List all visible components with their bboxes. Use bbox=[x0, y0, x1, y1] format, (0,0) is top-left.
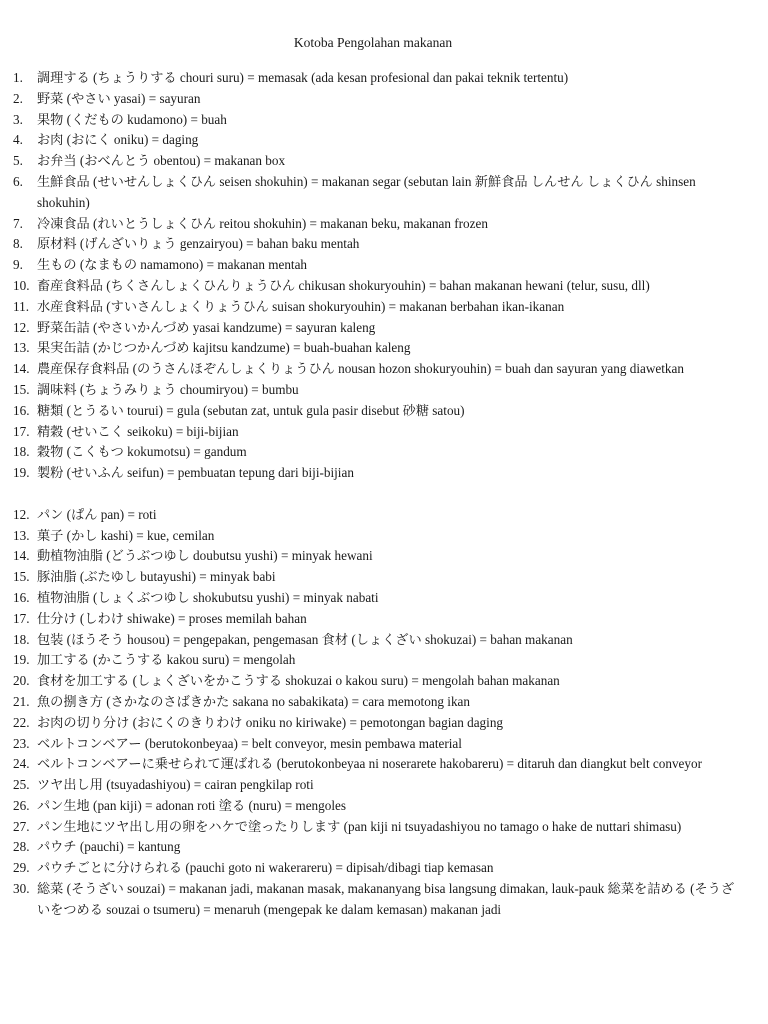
list-item-text: パウチごとに分けられる (pauchi goto ni wakerareru) = dipisah/dibagi tiap kemasan bbox=[37, 860, 494, 876]
list-item-text: パン (ぱん pan) = roti bbox=[37, 506, 157, 522]
list-item bbox=[0, 796, 740, 817]
list-item-text: 野菜 (やさい yasai) = sayuran bbox=[37, 90, 201, 106]
list-item bbox=[0, 401, 740, 422]
list-item-text: 製粉 (せいふん seifun) = pembuatan tepung dari biji-bijian bbox=[37, 465, 354, 481]
list-item-text: ベルトコンベアーに乗せられて運ばれる (berutokonbeyaa ni noserarete hakobareru) = ditaruh dan diangkut belt conveyor bbox=[37, 756, 702, 772]
list-item-number: 14. bbox=[13, 361, 30, 377]
vocabulary-list bbox=[0, 68, 740, 921]
list-item bbox=[0, 463, 740, 484]
list-item-number: 9. bbox=[13, 257, 23, 273]
list-item-text: 水産食料品 (すいさんしょくりょうひん suisan shokuryouhin) = makanan berbahan ikan-ikanan bbox=[37, 298, 565, 314]
list-item-number: 13. bbox=[13, 527, 30, 543]
list-item bbox=[0, 151, 740, 172]
list-item-number: 6. bbox=[13, 173, 23, 189]
list-item bbox=[0, 879, 740, 921]
list-item-text: 調理する (ちょうりする chouri suru) = memasak (ada kesan profesional dan pakai teknik tertentu) bbox=[37, 70, 569, 85]
list-item-number: 27. bbox=[13, 818, 30, 834]
list-item-text: 加工する (かこうする kakou suru) = mengolah bbox=[37, 652, 296, 668]
list-item-text: 調味料 (ちょうみりょう choumiryou) = bumbu bbox=[37, 381, 299, 397]
list-item bbox=[0, 734, 740, 755]
list-item-number: 16. bbox=[13, 402, 30, 418]
list-item-number: 2. bbox=[13, 90, 23, 106]
list-item-number: 19. bbox=[13, 465, 30, 481]
list-item-text: 畜産食料品 (ちくさんしょくひんりょうひん chikusan shokuryouhin) = bahan makanan hewani (telur, susu, dll) bbox=[37, 277, 650, 293]
list-item-number: 11. bbox=[13, 298, 29, 314]
list-item-text: 生鮮食品 (せいせんしょくひん seisen shokuhin) = makanan segar (sebutan lain 新鮮食品 しんせん しょくひん shinsen shokuhin) bbox=[37, 173, 696, 210]
list-item-text: 魚の捌き方 (さかなのさばきかた sakana no sabakikata) = cara memotong ikan bbox=[37, 693, 471, 709]
list-item-text: お肉の切り分け (おにくのきりわけ oniku no kiriwake) = pemotongan bagian daging bbox=[37, 714, 504, 730]
list-item-text: 穀物 (こくもつ kokumotsu) = gandum bbox=[37, 444, 247, 460]
list-item-number: 22. bbox=[13, 714, 30, 730]
list-item-number: 4. bbox=[13, 132, 23, 148]
list-item-text: 包装 (ほうそう housou) = pengepakan, pengemasan 食材 (しょくざい shokuzai) = bahan makanan bbox=[37, 631, 573, 647]
list-item bbox=[0, 442, 740, 463]
list-item-number: 3. bbox=[13, 111, 23, 127]
list-item-text: パン生地にツヤ出し用の卵をハケで塗ったりします (pan kiji ni tsuyadashiyou no tamago o hake de nuttari shimasu) bbox=[37, 818, 682, 834]
list-item bbox=[0, 214, 740, 235]
list-item-text: 総菜 (そうざい souzai) = makanan jadi, makanan masak, makananyang bisa langsung dimakan, lauk-pauk 総菜を詰める (そうざいをつめる souzai o tsumeru) = menaruh (mengepak ke dalam kemasan) makanan jadi bbox=[37, 881, 735, 917]
list-item bbox=[0, 338, 740, 359]
list-item bbox=[0, 380, 740, 401]
list-item bbox=[0, 713, 740, 734]
list-item-number: 10. bbox=[13, 277, 30, 293]
list-item-text: ベルトコンベアー (berutokonbeyaa) = belt conveyor, mesin pembawa material bbox=[37, 735, 462, 751]
list-item-number: 19. bbox=[13, 652, 30, 668]
list-item-text: パウチ (pauchi) = kantung bbox=[37, 839, 181, 855]
list-item bbox=[0, 276, 740, 297]
list-item-number: 23. bbox=[13, 735, 30, 751]
list-item bbox=[0, 630, 740, 651]
list-item-number: 18. bbox=[13, 631, 30, 647]
list-item bbox=[0, 588, 740, 609]
list-item-number: 13. bbox=[13, 340, 30, 356]
list-item-text: 菓子 (かし kashi) = kue, cemilan bbox=[37, 527, 215, 543]
list-item bbox=[0, 837, 740, 858]
list-item-number: 15. bbox=[13, 381, 30, 397]
list-item-number: 1. bbox=[13, 70, 23, 85]
list-item bbox=[0, 255, 740, 276]
list-item-number: 7. bbox=[13, 215, 23, 231]
list-item-number: 21. bbox=[13, 693, 30, 709]
list-item-text: 冷凍食品 (れいとうしょくひん reitou shokuhin) = makanan beku, makanan frozen bbox=[37, 215, 488, 231]
list-item-text: 精穀 (せいこく seikoku) = biji-bijian bbox=[37, 423, 239, 439]
list-item bbox=[0, 234, 740, 255]
list-item-text: 生もの (なまもの namamono) = makanan mentah bbox=[37, 257, 308, 273]
list-item-number: 18. bbox=[13, 444, 30, 460]
list-item-number: 12. bbox=[13, 319, 30, 335]
list-item bbox=[0, 89, 740, 110]
list-item-number: 5. bbox=[13, 153, 23, 169]
list-item-text: 仕分け (しわけ shiwake) = proses memilah bahan bbox=[37, 610, 307, 626]
list-item-number: 8. bbox=[13, 236, 23, 252]
list-item-text: 野菜缶詰 (やさいかんづめ yasai kandzume) = sayuran kaleng bbox=[37, 319, 376, 335]
list-item bbox=[0, 650, 740, 671]
list-item bbox=[0, 318, 740, 339]
list-item-text: 農産保存食料品 (のうさんほぞんしょくりょうひん nousan hozon shokuryouhin) = buah dan sayuran yang diawetkan bbox=[37, 361, 684, 377]
list-item bbox=[0, 754, 740, 775]
list-item bbox=[0, 567, 740, 588]
list-item bbox=[0, 110, 740, 131]
list-item bbox=[0, 422, 740, 443]
list-item-number: 30. bbox=[13, 881, 30, 897]
list-item bbox=[0, 526, 740, 547]
list-item-number: 20. bbox=[13, 673, 30, 689]
list-item bbox=[0, 130, 740, 151]
list-item-number: 17. bbox=[13, 610, 30, 626]
list-item-text: 糖類 (とうるい tourui) = gula (sebutan zat, untuk gula pasir disebut 砂糖 satou) bbox=[37, 402, 465, 418]
list-item bbox=[0, 68, 740, 89]
list-item bbox=[0, 546, 740, 567]
list-item bbox=[0, 297, 740, 318]
list-item-number: 17. bbox=[13, 423, 30, 439]
list-item-text: 果物 (くだもの kudamono) = buah bbox=[37, 111, 227, 127]
list-item bbox=[0, 775, 740, 796]
list-item-text: お肉 (おにく oniku) = daging bbox=[37, 132, 199, 148]
list-item bbox=[0, 172, 740, 214]
list-item bbox=[0, 692, 740, 713]
list-item bbox=[0, 858, 740, 879]
list-item-number: 14. bbox=[13, 548, 30, 564]
list-item-number: 26. bbox=[13, 797, 30, 813]
list-item bbox=[0, 817, 740, 838]
list-item-number: 29. bbox=[13, 860, 30, 876]
list-item-number: 16. bbox=[13, 589, 30, 605]
list-item-text: 動植物油脂 (どうぶつゆし doubutsu yushi) = minyak hewani bbox=[37, 548, 373, 564]
list-item bbox=[0, 671, 740, 692]
list-item-text: 植物油脂 (しょくぶつゆし shokubutsu yushi) = minyak nabati bbox=[37, 589, 379, 605]
list-item-text: パン生地 (pan kiji) = adonan roti 塗る (nuru) = mengoles bbox=[37, 797, 346, 813]
list-item-text: ツヤ出し用 (tsuyadashiyou) = cairan pengkilap roti bbox=[37, 777, 314, 793]
list-item-text: お弁当 (おべんとう obentou) = makanan box bbox=[37, 153, 286, 169]
list-item bbox=[0, 609, 740, 630]
list-item bbox=[0, 505, 740, 526]
list-item-text: 果実缶詰 (かじつかんづめ kajitsu kandzume) = buah-buahan kaleng bbox=[37, 340, 411, 356]
list-item-number: 24. bbox=[13, 756, 30, 772]
list-item-text: 原材料 (げんざいりょう genzairyou) = bahan baku mentah bbox=[37, 236, 360, 252]
list-item-text: 食材を加工する (しょくざいをかこうする shokuzai o kakou suru) = mengolah bahan makanan bbox=[37, 673, 560, 689]
list-item bbox=[0, 359, 740, 380]
list-item-text: 豚油脂 (ぶたゆし butayushi) = minyak babi bbox=[37, 569, 276, 585]
list-item-number: 15. bbox=[13, 569, 30, 585]
list-item-number: 12. bbox=[13, 506, 30, 522]
list-item-number: 28. bbox=[13, 839, 30, 855]
list-item-number: 25. bbox=[13, 777, 30, 793]
document-title: Kotoba Pengolahan makanan bbox=[293, 35, 453, 50]
